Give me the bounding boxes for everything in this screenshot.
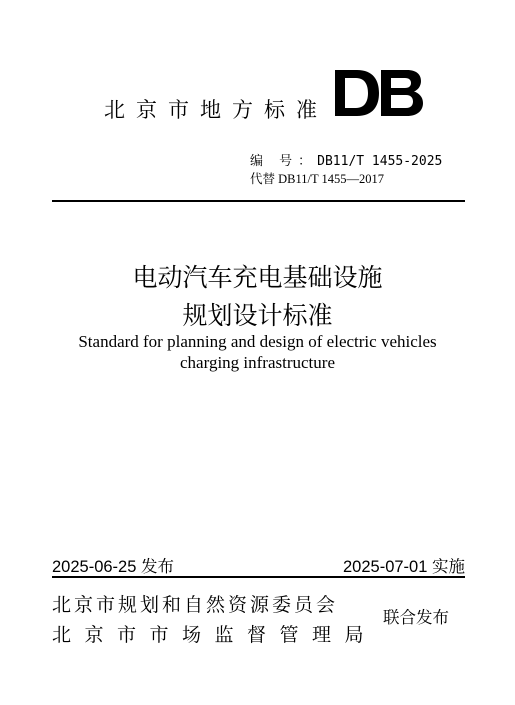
standard-number-label: 编 号： xyxy=(250,154,318,169)
top-divider xyxy=(52,200,465,202)
implementation-date: 2025-07-01 实施 xyxy=(343,558,465,576)
standard-type-label: 北京市地方标准 xyxy=(104,98,328,122)
standard-number xyxy=(250,150,442,169)
replaces-note: 代替 DB11/T 1455—2017 xyxy=(250,172,385,186)
title-zh-line1: 电动汽车充电基础设施 xyxy=(132,263,383,292)
title-en-line2: charging infrastructure xyxy=(180,353,335,372)
joint-issue-label: 联合发布 xyxy=(383,608,449,627)
standard-number-value: DB11/T 1455-2025 xyxy=(317,154,443,169)
title-zh-line2: 规划设计标准 xyxy=(182,301,333,330)
issue-date: 2025-06-25 发布 xyxy=(52,558,174,576)
db-logo xyxy=(333,68,425,118)
issuer-line1: 北京市规划和自然资源委员会 xyxy=(52,594,339,616)
bottom-divider xyxy=(52,576,465,578)
issuer-line2: 北京市市场监督管理局 xyxy=(52,624,378,646)
title-en-line1: Standard for planning and design of electric vehicles xyxy=(78,332,437,351)
